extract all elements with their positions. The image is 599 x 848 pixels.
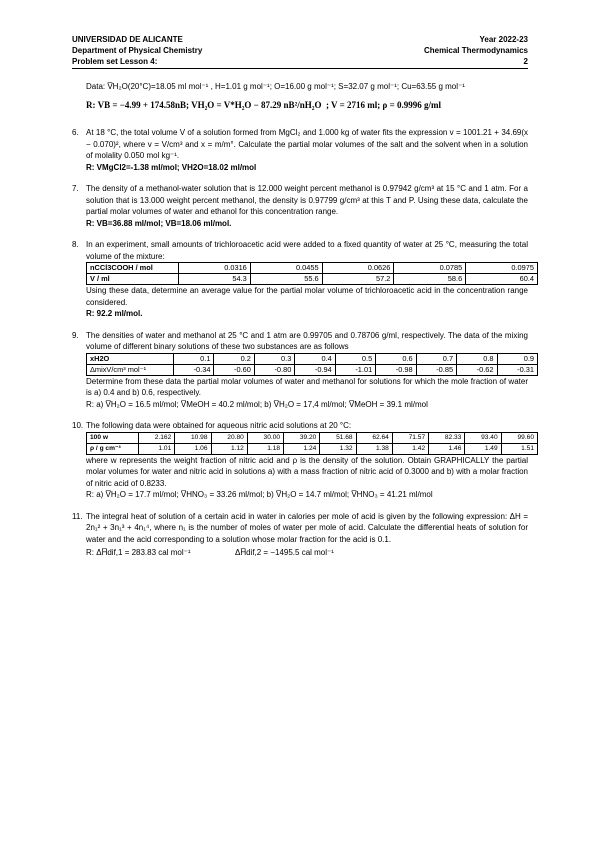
problem-11 [72, 511, 528, 559]
table-row [87, 443, 538, 454]
table-cell: -0.34 [174, 364, 214, 375]
table-cell: 30.00 [247, 432, 283, 443]
header-year: Year 2022-23 [479, 35, 528, 44]
problem-text: The density of a methanol-water solution that is 12.000 weight percent methanol is 0.97942 g/cm³ at 15 °C and 1 atm. For a solution that is 13.000 weight percent methanol, the density is 0.97799 g/cm³ at this T and P. Using these data, calculate the partial molar volumes of water and ethanol for this concentration range. [86, 184, 528, 216]
table-cell: 0.0626 [322, 263, 394, 274]
problem-number: 9. [72, 330, 79, 340]
table-cell: 1.06 [175, 443, 211, 454]
table-cell: 0.9 [497, 353, 538, 364]
table-row [87, 364, 538, 375]
problem-number: 6. [72, 128, 79, 137]
table-row [87, 263, 538, 274]
table-cell: 55.6 [250, 274, 322, 285]
problem-answer: R: a) V̅H₂O = 16.5 ml/mol; V̅MeOH = 40.2 ml/mol; b) V̅H₂O = 17,4 ml/mol; V̅MeOH = 39.1 ml/mol [86, 399, 428, 409]
table-cell: 0.8 [457, 353, 497, 364]
table-cell: 51.68 [320, 432, 356, 443]
table-cell: 57.2 [322, 274, 394, 285]
table-header-cell: nCCl3COOH / mol [87, 263, 179, 274]
header-page-number: 2 [523, 57, 528, 66]
answer-acid: ΔH̅dif,2 = −1495.5 cal mol⁻¹ [234, 548, 334, 557]
table-cell: 0.7 [416, 353, 456, 364]
table-cell: -0.80 [254, 364, 294, 375]
table-cell: 54.3 [179, 274, 251, 285]
problem-number: 8. [72, 240, 79, 249]
table-cell: 93.40 [465, 432, 501, 443]
table-cell: 71.57 [392, 432, 428, 443]
table-row [87, 353, 538, 364]
table-cell: 0.0975 [466, 263, 538, 274]
problem-text: The following data were obtained for aqueous nitric acid solutions at 20 °C: [86, 421, 352, 430]
table-cell: -0.31 [497, 364, 538, 375]
header-course: Chemical Thermodynamics [423, 46, 528, 55]
table-cell: 1.32 [320, 443, 356, 454]
table-cell: 99.60 [501, 432, 537, 443]
problem-answer: R: 92.2 ml/mol. [86, 309, 143, 318]
problem-answer [86, 547, 528, 559]
problem-text-after: Determine from these data the partial molar volumes of water and methanol for solutions for which the mole fraction of water is a) 0.4 and b) 0.6, respectively. [86, 376, 528, 397]
table-header-cell: 100 w [87, 432, 139, 443]
table-cell: 0.5 [335, 353, 375, 364]
data-table [86, 262, 538, 285]
header-department: Department of Physical Chemistry [72, 46, 203, 55]
problem-text-after: Using these data, determine an average value for the partial molar volume of trichloroacetic acid in the concentration range considered. [86, 286, 528, 307]
table-cell: 1.18 [247, 443, 283, 454]
problem-text-after: where w represents the weight fraction of nitric acid and ρ is the density of the solution. Obtain GRAPHICALLY the partial molar volumes for water and nitric acid in solutions a) with a mass fraction of nitric acid of 0.3000 and b) with a molar fraction of nitric acid of 0.8233. [86, 455, 528, 488]
problem-number: 10. [72, 421, 84, 430]
table-cell: 1.46 [429, 443, 465, 454]
problem-10 [72, 420, 534, 501]
table-cell: 82.33 [429, 432, 465, 443]
table-header-cell: xH2O [87, 353, 174, 364]
problem-9 [72, 330, 534, 411]
table-cell: 58.6 [394, 274, 466, 285]
table-row [87, 274, 538, 285]
table-cell: 0.1 [174, 353, 214, 364]
table-cell: 0.6 [376, 353, 416, 364]
table-cell: -0.60 [214, 364, 254, 375]
table-cell: 0.2 [214, 353, 254, 364]
table-cell: 2.162 [139, 432, 175, 443]
problem-8 [72, 239, 534, 320]
table-cell: 1.49 [465, 443, 501, 454]
problem-answer: R: VMgCl2=-1.38 ml/mol; VH2O=18.02 ml/mol [86, 162, 257, 172]
table-header-cell: ρ / g cm⁻³ [87, 443, 139, 454]
table-cell: 1.01 [139, 443, 175, 454]
problem-text: In an experiment, small amounts of trichloroacetic acid were added to a fixed quantity of water at 25 °C, measuring the total volume of the mixture: [86, 240, 528, 261]
table-cell: 0.0455 [250, 263, 322, 274]
problem-6 [72, 127, 528, 173]
problem-answer: R: VB=36.88 ml/mol; VB=18.06 ml/mol. [86, 218, 232, 228]
table-cell: 1.24 [284, 443, 320, 454]
problem-text: The integral heat of solution of a certain acid in water in calories per mole of acid is given by the following expression: ΔH = 2n₁² + 3n₁³ + 4n₁⁴, where n₁ is the number of moles of water per mole of acid. Calculate the differential heats of solution for water and the acid corresponding to a solution whose molar fraction for the acid is 0.1. [86, 511, 528, 544]
table-cell: 39.20 [284, 432, 320, 443]
problem-number: 11. [72, 511, 83, 521]
table-cell: -0.85 [416, 364, 456, 375]
table-cell: -0.94 [295, 364, 335, 375]
table-cell: -1.01 [335, 364, 375, 375]
problem-text: At 18 °C, the total volume V of a solution formed from MgCl₂ and 1.000 kg of water fits the expression v = 1001.21 + 34.69(x − 0.070)², where v = V/cm³ and x = m/m°. Calculate the partial molar volumes of the salt and the solvent when in a solution of molality 0.050 mol kg⁻¹. [86, 128, 528, 160]
table-cell: -0.98 [376, 364, 416, 375]
table-cell: 0.4 [295, 353, 335, 364]
table-row [87, 432, 538, 443]
data-table [86, 432, 538, 455]
problem-number: 7. [72, 184, 79, 193]
problem-answer: R: a) V̅H₂O = 17.7 ml/mol; V̅HNO₃ = 33.26 ml/mol; b) V̅H₂O = 14.7 ml/mol; V̅HNO₃ = 41.21 ml/mol [86, 490, 433, 499]
data-line: Data: V̅H₂O(20°C)=18.05 ml mol⁻¹ , H=1.01 g mol⁻¹; O=16.00 g mol⁻¹; S=32.07 g mol⁻¹; Cu=63.55 g mol⁻¹ [86, 82, 465, 91]
table-cell: 1.12 [211, 443, 247, 454]
table-header-cell: V / ml [87, 274, 179, 285]
table-cell: 0.0316 [179, 263, 251, 274]
table-cell: 1.51 [501, 443, 537, 454]
data-table [86, 353, 538, 376]
table-cell: 60.4 [466, 274, 538, 285]
answer-water: R: ΔH̅dif,1 = 283.83 cal mol⁻¹ [86, 548, 191, 557]
problem-text: The densities of water and methanol at 25 °C and 1 atm are 0.99705 and 0.78706 g/ml, respectively. The data of the mixing volume of different binary solutions of these two substances are as follows [86, 330, 528, 351]
table-cell: 20.80 [211, 432, 247, 443]
result-equation: R: VB = −4.99 + 174.58nB; VH₂O = V*H₂O − 87.29 nB²/nH₂O ; V = 2716 ml; ρ = 0.9996 g/ml [86, 100, 441, 110]
table-cell: 1.38 [356, 443, 392, 454]
header-university: UNIVERSIDAD DE ALICANTE [72, 35, 183, 44]
table-header-cell: ΔmixV/cm³ mol⁻¹ [87, 364, 174, 375]
problem-7 [72, 183, 528, 229]
page-header [72, 34, 528, 69]
table-cell: 10.98 [175, 432, 211, 443]
document-page [72, 34, 534, 559]
header-problem-set: Problem set Lesson 4: [72, 57, 158, 66]
table-cell: 62.64 [356, 432, 392, 443]
table-cell: 1.42 [392, 443, 428, 454]
table-cell: 0.3 [254, 353, 294, 364]
previous-problem-tail [86, 81, 528, 111]
table-cell: -0.62 [457, 364, 497, 375]
table-cell: 0.0785 [394, 263, 466, 274]
